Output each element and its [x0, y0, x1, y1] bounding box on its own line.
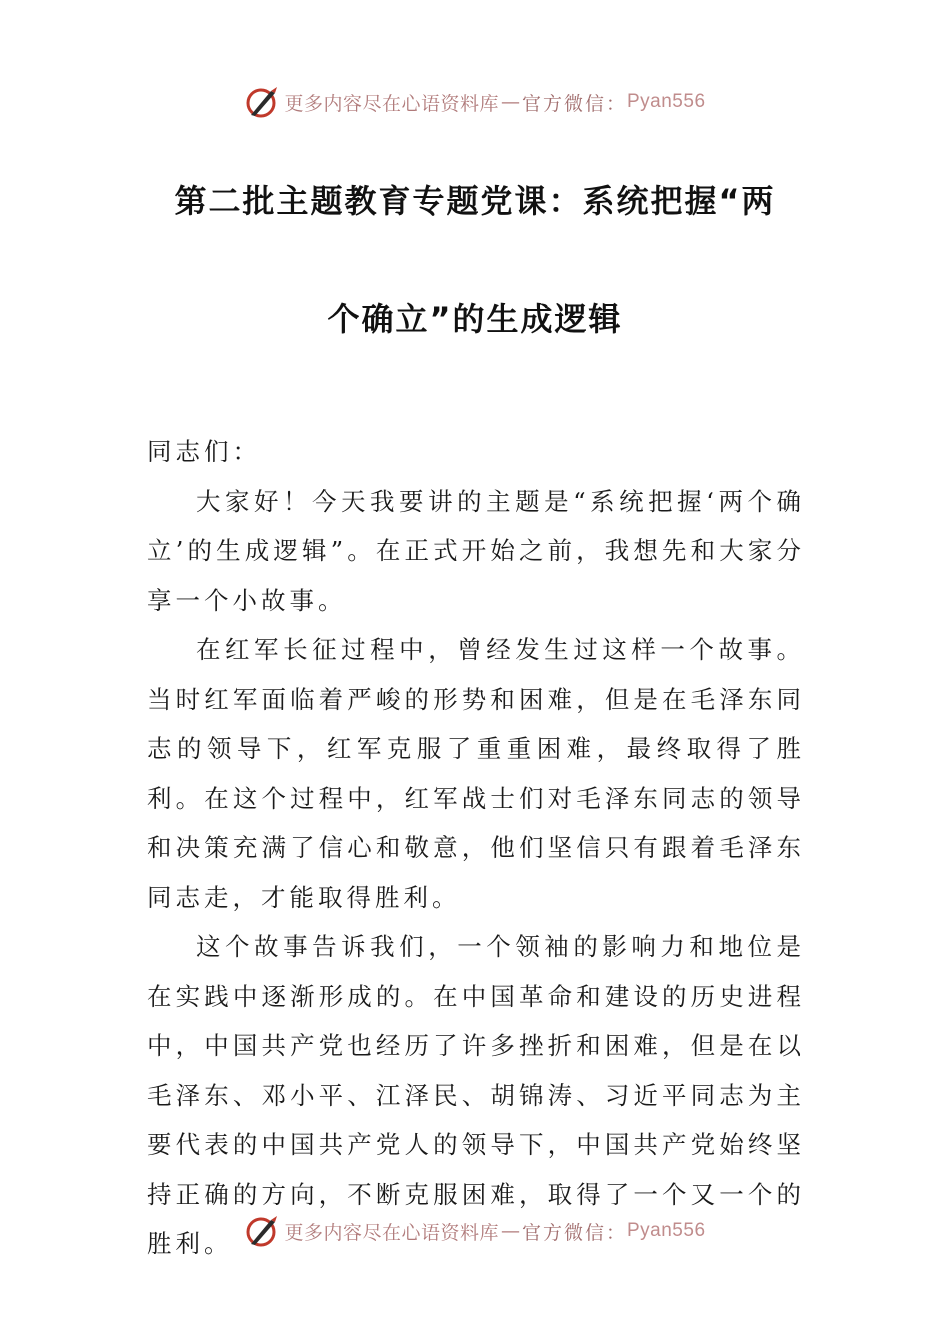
- footer-watermark-banner: [0, 1213, 950, 1249]
- banner-wechat-id: Pyan556: [627, 91, 706, 112]
- banner-wechat-id: Pyan556: [627, 1220, 706, 1241]
- paragraph-3: 这个故事告诉我们，一个领袖的影响力和地位是在实践中逐渐形成的。在中国革命和建设的历史进程中，中国共产党也经历了许多挫折和困难，但是在以毛泽东、邓小平、江泽民、胡锦涛、习近平同志为主要代表的中国共产党人的领导下，中国共产党始终坚持正确的方向，不断克服困难，取得了一个又一个的胜利。: [147, 932, 805, 1258]
- document-title-line-2: 个确立”的生成逻辑: [327, 300, 623, 338]
- paragraph-1: 大家好！今天我要讲的主题是“系统把握‘两个确立’的生成逻辑”。在正式开始之前，我想先和大家分享一个小故事。: [147, 486, 805, 615]
- quill-logo-icon: [244, 84, 280, 120]
- banner-separator: —: [500, 1220, 520, 1242]
- paragraph-2: 在红军长征过程中，曾经发生过这样一个故事。当时红军面临着严峻的形势和困难，但是在毛泽东同志的领导下，红军克服了重重困难，最终取得了胜利。在这个过程中，红军战士们对毛泽东同志的领导和决策充满了信心和敬意，他们坚信只有跟着毛泽东同志走，才能取得胜利。: [147, 635, 805, 912]
- banner-separator: —: [500, 91, 520, 113]
- banner-main-text: 更多内容尽在心语资料库: [284, 1221, 499, 1244]
- header-watermark-banner: [0, 84, 950, 120]
- banner-wechat-label: 官方微信：: [521, 1221, 627, 1244]
- banner-wechat-label: 官方微信：: [521, 92, 627, 115]
- document-body: [147, 427, 805, 1269]
- quill-logo-icon: [244, 1213, 280, 1249]
- salutation: 同志们：: [147, 437, 261, 466]
- banner-main-text: 更多内容尽在心语资料库: [284, 92, 499, 115]
- document-title-line-1: 第二批主题教育专题党课：系统把握“两: [174, 182, 776, 220]
